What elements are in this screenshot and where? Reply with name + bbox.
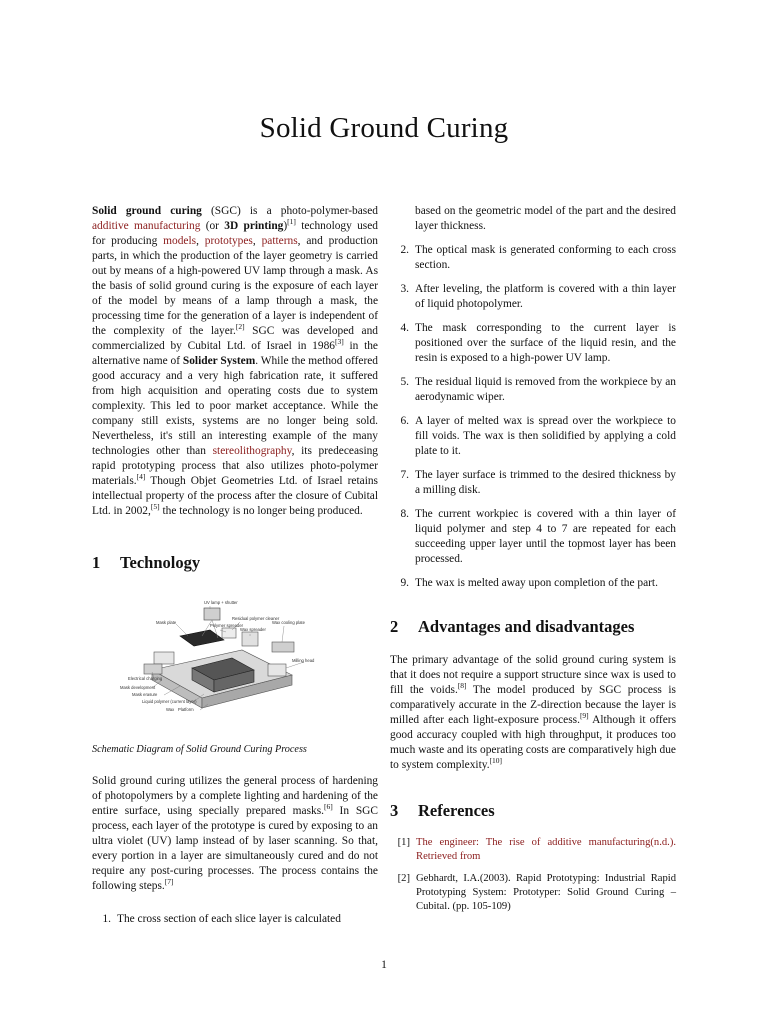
step-number: 6.: [400, 415, 409, 427]
intro-text: . While the method offered good accuracy and a very high fabrication rate, it suffered from high acquisition and operating costs due to system complexity. This led to poor market acceptance. While the company still exists, systems are no longer being sold. Nevertheless, it's still an interesting example of the many technologies other than: [92, 355, 379, 457]
intro-text: , its predeceasing rapid prototyping process that also utilizes photo-polymer materials.: [92, 445, 378, 487]
label-mask-development: Mask development: [120, 685, 156, 690]
step-number: 1.: [102, 913, 111, 925]
adv-text: The model produced by SGC process is comparatively accurate in the Z-direction because the layer is milled after each light-exposure process.: [390, 684, 676, 726]
step-text: The optical mask is generated conforming to each cross section.: [415, 244, 676, 271]
step-number: 5.: [400, 376, 409, 388]
link-additive-manufacturing[interactable]: additive manufacturing: [92, 220, 201, 232]
step-number: 4.: [400, 322, 409, 334]
left-column: [92, 204, 378, 927]
label-liquid-layer: Liquid polymer (current layer): [142, 699, 197, 704]
right-column: [390, 204, 676, 922]
intro-text: technology used for producing: [92, 220, 378, 247]
step-item: [390, 243, 676, 273]
section-title: Technology: [120, 553, 201, 572]
step-number: 2.: [400, 244, 409, 256]
intro-text: (or: [200, 220, 225, 232]
intro-text: in the alternative name of: [92, 340, 378, 367]
label-electrical-charging: Electrical charging: [128, 676, 163, 681]
reference-item: [390, 872, 676, 914]
citation-1[interactable]: [1]: [287, 217, 296, 227]
label-wax-spreader: Wax spreader: [240, 627, 266, 632]
step-number: 8.: [400, 508, 409, 520]
step-item: [390, 576, 676, 591]
intro-paragraph: [92, 204, 378, 519]
label-milling-head: Milling head: [292, 658, 315, 663]
section-heading-technology: [92, 555, 378, 570]
step-item-continued: [390, 204, 676, 234]
step-text: The residual liquid is removed from the workpiece by an aerodynamic wiper.: [415, 376, 676, 403]
step-item: [390, 468, 676, 498]
reference-number: [2]: [397, 873, 410, 884]
citation-2[interactable]: [2]: [235, 322, 245, 332]
advantages-paragraph: [390, 653, 676, 773]
label-platform: Platform: [178, 707, 194, 712]
step-number: 7.: [400, 469, 409, 481]
step-item: [92, 912, 378, 927]
intro-text: (SGC) is a photo-polymer-based: [201, 205, 378, 217]
citation-7[interactable]: [7]: [164, 877, 174, 887]
step-item: [390, 321, 676, 366]
step-number: 9.: [400, 577, 409, 589]
step-text: based on the geometric model of the part and the desired layer thickness.: [415, 205, 676, 232]
adv-text: Although it offers good accuracy coupled with high throughput, it produces too much waste and its operating costs are comparatively high due to system complexity.: [390, 714, 676, 771]
section-number: 2: [390, 617, 399, 636]
intro-term-solider: Solider System: [182, 355, 256, 367]
link-stereolithography[interactable]: stereolithography: [212, 445, 292, 457]
intro-text: ,: [252, 235, 262, 247]
step-item: [390, 282, 676, 312]
step-text: The current workpiec is covered with a thin layer of liquid polymer and step 4 to 7 are repeated for each succeeding upper layer until the topmost layer has been processed.: [415, 508, 676, 565]
label-mask-plate: Mask plate: [156, 620, 177, 625]
tech-text: Solid ground curing utilizes the general process of hardening of photopolymers by a complete lighting and hardening of the entire surface, using specially prepared masks.: [92, 775, 378, 817]
tech-text: In SGC process, each layer of the prototype is cured by exposing to an ultra violet (UV) lamp instead of by laser scanning. So that, every portion in a layer are simultaneously cured and do not require any post-curing processes. The process contains the following steps.: [92, 805, 378, 892]
label-uv-lamp: UV lamp + shutter: [204, 600, 238, 605]
intro-text: SGC was developed and commercialized by Cubital Ltd. of Israel in 1986: [92, 325, 378, 352]
link-models[interactable]: models: [163, 235, 197, 247]
link-prototypes[interactable]: prototypes: [204, 235, 253, 247]
step-item: [390, 375, 676, 405]
section-number: 3: [390, 801, 399, 820]
steps-list: [390, 204, 676, 591]
intro-text: ): [283, 220, 288, 232]
intro-term: Solid ground curing: [92, 205, 202, 217]
references-list: [390, 836, 676, 914]
step-item: [390, 414, 676, 459]
step-number: 3.: [400, 283, 409, 295]
sgc-schematic-diagram: [92, 600, 342, 740]
sgc-schematic-figure: [92, 600, 342, 740]
citation-4[interactable]: [4]: [136, 472, 146, 482]
technology-paragraph: [92, 774, 378, 894]
reference-link[interactable]: The engineer: The rise of additive manufacturing(n.d.). Retrieved from: [416, 837, 676, 862]
link-patterns[interactable]: patterns: [261, 235, 298, 247]
label-wax: Wax: [166, 707, 175, 712]
citation-8[interactable]: [8]: [457, 681, 467, 691]
label-residual-cleaner: Residual polymer cleaner: [232, 616, 280, 621]
page-number: 1: [381, 959, 387, 971]
citation-5[interactable]: [5]: [150, 502, 160, 512]
intro-text: the technology is no longer being produced.: [159, 505, 363, 517]
intro-text: Though Objet Geometries Ltd. of Israel retains intellectual property of the process after the closure of Cubital Ltd. in 2002,: [92, 475, 378, 517]
label-wax-cooling: Wax cooling plate: [272, 620, 305, 625]
section-heading-advantages: [390, 619, 676, 634]
intro-text: , and production parts, in which the production of the layer geometry is carried out by means of a high-powered UV lamp through a mask. As the basis of solid ground curing is the exposure of each layer of the model by means of a lamp through a mask, the processing time for the generation of a layer is independent of the complexity of the layer.: [92, 235, 378, 337]
reference-number: [1]: [397, 837, 410, 848]
citation-3[interactable]: [3]: [334, 337, 344, 347]
reference-text: Gebhardt, I.A.(2003). Rapid Prototyping: Industrial Rapid Prototyping System: Prototyper: Solid Ground Curing – Cubital. (pp. 105-109): [416, 873, 676, 912]
step-text: The wax is melted away upon completion of the part.: [415, 577, 658, 589]
intro-term-3d-printing: 3D printing: [224, 220, 284, 232]
citation-10[interactable]: [10]: [489, 756, 503, 766]
figure-caption: Schematic Diagram of Solid Ground Curing Process: [92, 744, 307, 755]
section-heading-references: [390, 803, 676, 818]
step-text: The layer surface is trimmed to the desired thickness by a milling disk.: [415, 469, 676, 496]
steps-list-start: [92, 912, 378, 927]
step-text: After leveling, the platform is covered with a thin layer of liquid photopolymer.: [415, 283, 676, 310]
step-item: [390, 507, 676, 567]
step-text: The cross section of each slice layer is calculated: [117, 913, 341, 925]
adv-text: The primary advantage of the solid ground curing system is that it does not require a support structure since wax is used to fill the voids.: [390, 654, 676, 696]
reference-item: [390, 836, 676, 864]
label-polymer-spreader: Polymer spreader: [210, 623, 244, 628]
label-mask-erasure: Mask erasure: [132, 692, 158, 697]
section-number: 1: [92, 553, 101, 572]
citation-6[interactable]: [6]: [324, 802, 333, 812]
section-title: References: [418, 801, 495, 820]
section-title: Advantages and disadvantages: [418, 617, 635, 636]
step-text: A layer of melted wax is spread over the workpiece to fill voids. The wax is then solidified by applying a cold plate to it.: [415, 415, 676, 457]
step-text: The mask corresponding to the current layer is positioned over the surface of the liquid resin, and the resin is exposed to a high-power UV lamp.: [415, 322, 676, 364]
citation-9[interactable]: [9]: [579, 711, 589, 721]
page-title: Solid Ground Curing: [259, 112, 509, 144]
intro-text: ,: [196, 235, 205, 247]
